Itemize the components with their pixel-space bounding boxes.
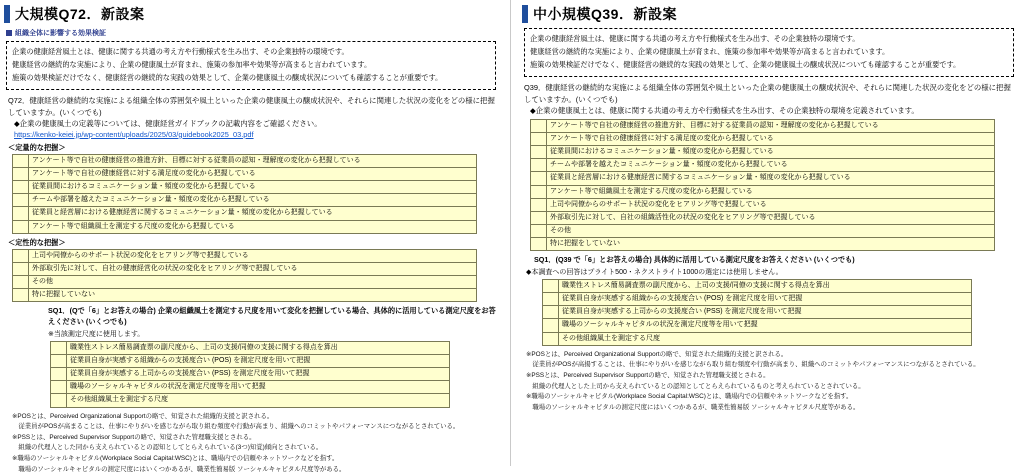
left-sq-heading: SQ1．(Qで「6」とお答えの場合) 企業の組織風土を測定する尺度を用いて変化を把握している場合、具体的に活用している測定尺度をお答えください (いくつでも): [48, 306, 496, 327]
left-intro-line-1: 企業の健康経営風土とは、健康に関する共通の考え方や行動様式を生み出す、その企業独特の環境です。: [12, 47, 349, 56]
option-label: 外部取引先に対して、自社の健康経営化の状況の変化をヒアリング等で把握している: [29, 262, 477, 275]
right-footnote-5: ※職場のソーシャルキャピタル(Workplace Social Capital:WSC)とは、職場内での信頼やネットワークなどを指す。: [526, 393, 853, 401]
option-row[interactable]: [531, 159, 995, 172]
left-question-bullet: ◆企業の健康風土の定義等については、健康経営ガイドブックの記載内容をご確認ください。: [14, 118, 322, 128]
option-label: その他: [547, 224, 995, 237]
checkbox-cell[interactable]: [13, 154, 29, 167]
option-label: 職業性ストレス簡易調査票の副尺度から、上司の支援/同僚の支援に関する得点を算出: [559, 280, 972, 293]
left-footnote-5: ※職場のソーシャルキャピタル(Workplace Social Capital:WSC)とは、職場内での信頼やネットワークなどを指す。: [12, 455, 339, 463]
right-sq-note: ◆本調査への回答はプライト500・ネクストライト1000の選定には使用しません。: [526, 269, 783, 276]
option-row[interactable]: [531, 198, 995, 211]
title-accent-bar: [522, 5, 528, 23]
option-row[interactable]: [531, 211, 995, 224]
checkbox-cell[interactable]: [13, 207, 29, 220]
option-row[interactable]: [51, 355, 450, 368]
option-row[interactable]: [51, 394, 450, 407]
option-row[interactable]: [13, 181, 477, 194]
option-row[interactable]: [13, 262, 477, 275]
checkbox-cell[interactable]: [13, 289, 29, 302]
checkbox-cell[interactable]: [13, 276, 29, 289]
column-divider: [510, 0, 511, 466]
option-label: 特に把握していない: [29, 289, 477, 302]
left-page-title: 大規模Q72．新設案: [15, 6, 145, 22]
option-label: 上司や同僚からのサポート状況の変化をヒアリング等で把握している: [547, 198, 995, 211]
left-column: [2, 0, 500, 473]
right-intro-box: [524, 28, 1014, 77]
left-footnote-3: ※PSSとは、Perceived Supervisor Supportの略で、知覚された管理職支援とされる。: [12, 433, 256, 441]
option-row[interactable]: [51, 368, 450, 381]
option-label: 職場のソーシャルキャピタルの状況を測定尺度等を用いて把握: [559, 319, 972, 332]
right-options: [530, 119, 995, 251]
option-row[interactable]: [531, 185, 995, 198]
checkbox-cell[interactable]: [531, 185, 547, 198]
option-label: 従業員自身が実感する組織からの支援度合い (POS) を測定尺度を用いて把握: [67, 355, 450, 368]
option-label: 従業員自身が実感する上司からの支援度合い (PSS) を測定尺度を用いて把握: [559, 306, 972, 319]
right-footnote-1: ※POSとは、Perceived Organizational Supportの略で、知覚された組織的支援と訳される。: [526, 350, 788, 358]
left-intro-line-3: 施策の効果検証だけでなく、健康経営の継続的な実践の効果として、企業の健康風土の醸成状況についても確認することが重要です。: [12, 73, 443, 83]
checkbox-cell[interactable]: [51, 368, 67, 381]
checkbox-cell[interactable]: [531, 211, 547, 224]
option-row[interactable]: [531, 132, 995, 145]
option-row[interactable]: [13, 194, 477, 207]
checkbox-cell[interactable]: [543, 319, 559, 332]
checkbox-cell[interactable]: [51, 394, 67, 407]
left-question-text: Q72．健康経営の継続的な実施による組織全体の雰囲気や風土といった企業の健康風土の醸成状況や、それらに関連した状況の変化をどの様に把握していますか。(いくつでも): [8, 96, 495, 117]
checkbox-cell[interactable]: [531, 159, 547, 172]
left-title-row: [4, 4, 500, 24]
option-row[interactable]: [13, 220, 477, 233]
left-group2-options: [12, 249, 477, 303]
left-sq-options: [50, 341, 450, 408]
right-footnote-2: 従業員がPOSが高揚することは、仕事にやりがいを感じながら取り組む頻度や行動が高まり、組織へのコミットやパフォーマンスにつながるとされている。: [526, 361, 980, 369]
option-row[interactable]: [13, 249, 477, 262]
option-label: 従業員自身が実感する上司からの支援度合い (PSS) を測定尺度を用いて把握: [67, 368, 450, 381]
title-accent-bar: [4, 5, 10, 23]
right-question-block: [524, 82, 1014, 115]
right-question-bullet: ◆企業の健康風土とは、健康に関する共通の考え方や行動様式を生み出す、その企業独特の環境を定義されています。: [530, 105, 919, 115]
option-row[interactable]: [543, 280, 972, 293]
checkbox-cell[interactable]: [13, 249, 29, 262]
left-footnotes: [12, 412, 494, 474]
right-footnotes: [526, 350, 1012, 413]
left-group1-options: [12, 154, 477, 234]
option-row[interactable]: [543, 293, 972, 306]
left-footnote-6: 職場のソーシャルキャピタルの測定尺度にはいくつかあるが、職業性簡易版 ソーシャルキャピタル尺度等がある。: [12, 465, 346, 473]
left-group1-label: ＜定量的な把握＞: [8, 142, 66, 152]
option-label: 従業員と経営層における健康経営に関するコミュニケーション量・頻度の変化から把握している: [547, 172, 995, 185]
checkbox-cell[interactable]: [13, 220, 29, 233]
option-row[interactable]: [13, 289, 477, 302]
checkbox-cell[interactable]: [13, 181, 29, 194]
right-column: [520, 0, 1018, 466]
right-title-row: [522, 4, 1018, 24]
option-label: 上司や同僚からのサポート状況の変化をヒアリング等で把握している: [29, 249, 477, 262]
option-label: 従業員自身が実感する組織からの支援度合い (POS) を測定尺度を用いて把握: [559, 293, 972, 306]
left-group2-label: ＜定性的な把握＞: [8, 237, 66, 247]
option-label: チームや部署を越えたコミュニケーション量・頻度の変化から把握している: [547, 159, 995, 172]
option-label: 従業員と経営層における健康経営に関するコミュニケーション量・頻度の変化から把握している: [29, 207, 477, 220]
checkbox-cell[interactable]: [531, 198, 547, 211]
option-label: アンケート等で自社の健康経営に対する満足度の変化から把握している: [29, 168, 477, 181]
option-label: アンケート等で組織風土を測定する尺度の変化から把握している: [547, 185, 995, 198]
option-label: 職業性ストレス簡易調査票の副尺度から、上司の支援/同僚の支援に関する得点を算出: [67, 341, 450, 354]
right-page-title: 中小規模Q39．新設案: [533, 6, 677, 22]
option-row[interactable]: [13, 168, 477, 181]
option-label: アンケート等で自社の健康経営の推進方針、目標に対する従業員の認知・理解度の変化から把握している: [547, 119, 995, 132]
option-row[interactable]: [13, 154, 477, 167]
right-footnote-6: 職場のソーシャルキャピタルの測定尺度にはいくつかあるが、職業性簡易版 ソーシャルキャピタル尺度等がある。: [526, 403, 860, 411]
checkbox-cell[interactable]: [531, 238, 547, 251]
checkbox-cell[interactable]: [531, 119, 547, 132]
option-row[interactable]: [13, 207, 477, 220]
option-row[interactable]: [543, 306, 972, 319]
right-footnote-3: ※PSSとは、Perceived Supervisor Supportの略で、知覚された管理職支援とされる。: [526, 371, 770, 379]
option-label: 職場のソーシャルキャピタルの状況を測定尺度等を用いて把握: [67, 381, 450, 394]
left-section-heading: [6, 28, 500, 38]
right-intro-line-3: 施策の効果検証だけでなく、健康経営の継続的な実践の効果として、企業の健康風土の醸成状況についても確認することが重要です。: [530, 60, 961, 70]
checkbox-cell[interactable]: [531, 172, 547, 185]
option-row[interactable]: [51, 341, 450, 354]
option-label: 特に把握をしていない: [547, 238, 995, 251]
checkbox-cell[interactable]: [543, 306, 559, 319]
option-row[interactable]: [13, 276, 477, 289]
left-sq-note: ※当該測定尺度に使用します。: [48, 330, 145, 338]
left-intro-box: [6, 41, 496, 90]
option-label: アンケート等で自社の健康経営の推進方針、目標に対する従業員の認知・理解度の変化から把握している: [29, 154, 477, 167]
left-intro-line-2: 健康経営の継続的な実施により、企業の健康風土が育まれ、施策の参加率や効果等が高まると言われています。: [12, 60, 372, 70]
checkbox-cell[interactable]: [51, 355, 67, 368]
option-row[interactable]: [531, 146, 995, 159]
right-footnote-4: 組織の代理人とした上司から支えられているとの認知としてとらえられているものと考えられているとされている。: [526, 382, 865, 390]
option-label: その他: [29, 276, 477, 289]
checkbox-cell[interactable]: [531, 224, 547, 237]
option-row[interactable]: [531, 172, 995, 185]
option-label: 従業員間におけるコミュニケーション量・頻度の変化から把握している: [29, 181, 477, 194]
option-row[interactable]: [531, 224, 995, 237]
right-sq-options: [542, 279, 972, 346]
right-sq-heading: SQ1．(Q39 で「6」とお答えの場合) 具体的に活用している測定尺度をお答えください (いくつでも): [534, 255, 855, 265]
checkbox-cell[interactable]: [51, 381, 67, 394]
checkbox-cell[interactable]: [13, 168, 29, 181]
option-label: アンケート等で自社の健康経営に対する満足度の変化から把握している: [547, 132, 995, 145]
option-label: 従業員間におけるコミュニケーション量・頻度の変化から把握している: [547, 146, 995, 159]
square-bullet-icon: [6, 30, 12, 36]
right-question-text: Q39．健康経営の継続的な実施による組織全体の雰囲気や風土といった企業の健康風土の醸成状況や、それらに関連した状況の変化をどの様に把握していますか。(いくつでも): [524, 83, 1011, 104]
checkbox-cell[interactable]: [13, 194, 29, 207]
right-intro-line-1: 企業の健康経営風土は、健康に関する共通の考え方や行動様式を生み出す、その企業独特の環境です。: [530, 34, 860, 43]
option-row[interactable]: [531, 238, 995, 251]
option-label: その他組織風土を測定する尺度: [559, 332, 972, 345]
checkbox-cell[interactable]: [531, 132, 547, 145]
checkbox-cell[interactable]: [543, 293, 559, 306]
left-section-heading-label: 組織全体に影響する効果検証: [15, 30, 106, 37]
checkbox-cell[interactable]: [543, 332, 559, 345]
checkbox-cell[interactable]: [543, 280, 559, 293]
left-question-block: [8, 95, 496, 139]
option-row[interactable]: [543, 319, 972, 332]
option-row[interactable]: [543, 332, 972, 345]
left-footnote-1: ※POSとは、Perceived Organizational Supportの略で、知覚された組織的支援と訳される。: [12, 412, 274, 420]
option-label: アンケート等で組織風土を測定する尺度の変化から把握している: [29, 220, 477, 233]
option-label: チームや部署を越えたコミュニケーション量・頻度の変化から把握している: [29, 194, 477, 207]
right-intro-line-2: 健康経営の継続的な実施により、企業の健康風土が育まれ、施策の参加率や効果等が高まると言われています。: [530, 47, 890, 57]
option-row[interactable]: [51, 381, 450, 394]
option-label: その他組織風土を測定する尺度: [67, 394, 450, 407]
option-row[interactable]: [531, 119, 995, 132]
checkbox-cell[interactable]: [51, 341, 67, 354]
left-guidebook-link[interactable]: https://kenko-keiei.jp/wp-content/uploads/2025/03/guidebook2025_03.pdf: [14, 129, 254, 139]
checkbox-cell[interactable]: [13, 262, 29, 275]
checkbox-cell[interactable]: [531, 146, 547, 159]
left-footnote-4: 組織の代理人とした同から支えられているとの認知としてとらえられている(3つ)知覚)傾向とされている。: [12, 444, 323, 452]
left-footnote-2: 従業員がPOSが高まることは、仕事にやりがいを感じながら取り組む頻度や行動が高まり、組織へのコミットやパフォーマンスにつながるとされている。: [12, 423, 460, 431]
option-label: 外部取引先に対して、自社の組織活性化の状況の変化をヒアリング等で把握している: [547, 211, 995, 224]
